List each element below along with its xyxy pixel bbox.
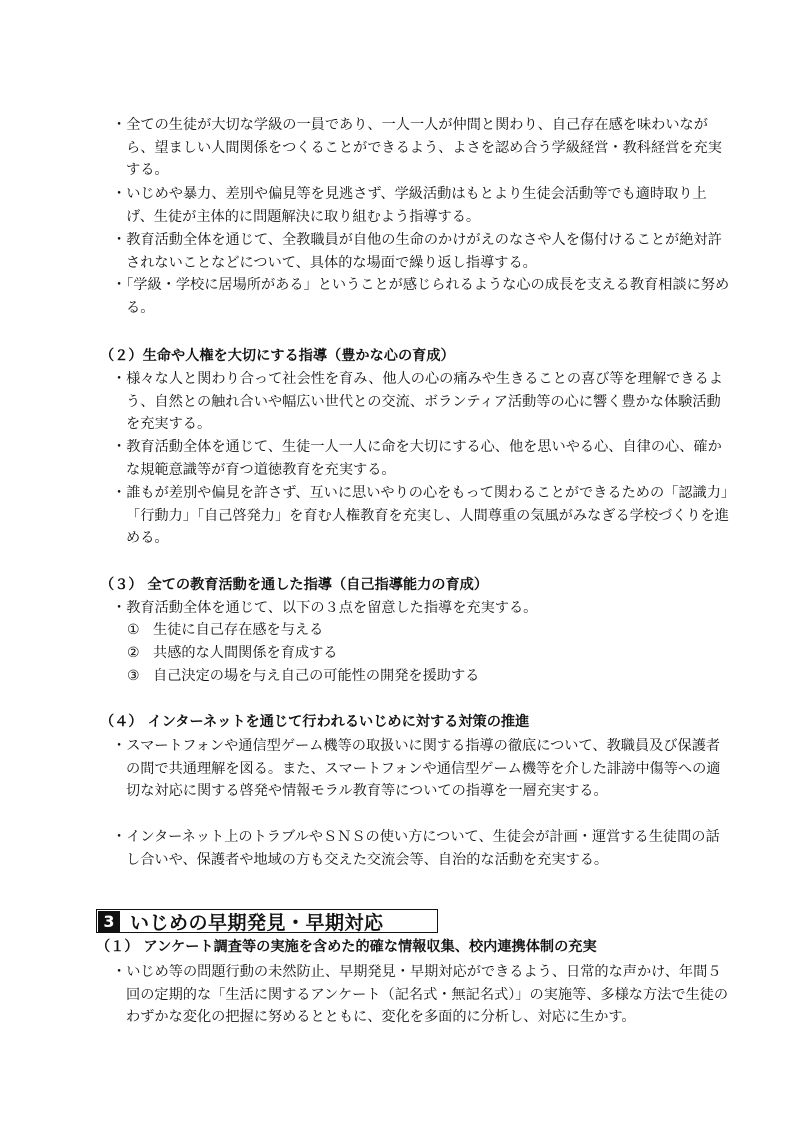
item-text: 自己決定の場を与え自己の可能性の開発を援助する — [153, 668, 480, 684]
numbered-item — [127, 642, 337, 664]
numbered-item — [127, 619, 323, 641]
section-title — [96, 909, 438, 933]
item-number: ③ — [127, 668, 140, 684]
item-text: 共感的な人間関係を育成する — [153, 645, 338, 661]
bullet-item: ・「学級・学校に居場所がある」ということが感じられるような心の成長を支える教育相談に努める。 — [112, 277, 730, 316]
subsection-heading: （２）生命や人権を大切にする指導（豊かな心の育成） — [100, 348, 455, 364]
subsection-heading: （１） アンケート調査等の実施を含めた的確な情報収集、校内連携体制の充実 — [96, 939, 597, 955]
bullet-item: ・様々な人と関わり合って社会性を育み、他人の心の痛みや生きることの喜び等を理解できるよう、自然との触れ合いや幅広い世代との交流、ボランティア活動等の心に響く豊かな体験活動を充実する。 — [112, 371, 723, 432]
bullet-item: ・いじめ等の問題行動の未然防止、早期発見・早期対応ができるよう、日常的な声かけ、年間５回の定期的な「生活に関するアンケート（記名式・無記名式）」の実施等、多様な方法で生徒のわずかな変化の把握に努めるとともに、変化を多面的に分析し、対応に生かす。 — [112, 964, 729, 1025]
bullet-item: ・インターネット上のトラブルやＳＮＳの使い方について、生徒会が計画・運営する生徒間の話し合いや、保護者や地域の方も交えた交流会等、自治的な活動を充実する。 — [112, 829, 720, 868]
bullet-item: ・教育活動全体を通じて、以下の３点を留意した指導を充実する。 — [112, 600, 538, 616]
item-number: ① — [127, 622, 140, 638]
bullet-item: ・教育活動全体を通じて、全教職員が自他の生命のかけがえのなさや人を傷付けることが絶対許されないことなどについて、具体的な場面で繰り返し指導する。 — [112, 232, 722, 271]
subsection-heading: （４） インターネットを通じて行われるいじめに対する対策の推進 — [100, 714, 530, 730]
item-number: ② — [127, 645, 140, 661]
bullet-item: ・全ての生徒が大切な学級の一員であり、一人一人が仲間と関わり、自己存在感を味わいながら、望ましい人間関係をつくることができるよう、よさを認め合う学級経営・教科経営を充実する。 — [112, 117, 722, 178]
section-title-text: いじめの早期発見・早期対応 — [130, 911, 384, 934]
section-number: 3 — [98, 911, 120, 932]
numbered-item — [127, 665, 479, 687]
subsection-heading: （３） 全ての教育活動を通した指導（自己指導能力の育成） — [100, 577, 489, 593]
item-text: 生徒に自己存在感を与える — [153, 622, 324, 638]
bullet-item: ・教育活動全体を通じて、生徒一人一人に命を大切にする心、他を思いやる心、自律の心、確かな規範意識等が育つ道徳教育を充実する。 — [112, 439, 722, 478]
bullet-item: ・いじめや暴力、差別や偏見等を見逃さず、学級活動はもとより生徒会活動等でも適時取り上げ、生徒が主体的に問題解決に取り組むよう指導する。 — [112, 186, 707, 225]
bullet-item: ・スマートフォンや通信型ゲーム機等の取扱いに関する指導の徹底について、教職員及び保護者の間で共通理解を図る。また、スマートフォンや通信型ゲーム機等を介した誹謗中傷等への適切な対応に関する啓発や情報モラル教育等についての指導を一層充実する。 — [112, 738, 721, 799]
bullet-item: ・誰もが差別や偏見を許さず、互いに思いやりの心をもって関わることができるための「認識力」「行動力」「自己啓発力」を育む人権教育を充実し、人間尊重の気風がみなぎる学校づくりを進める。 — [112, 485, 729, 546]
